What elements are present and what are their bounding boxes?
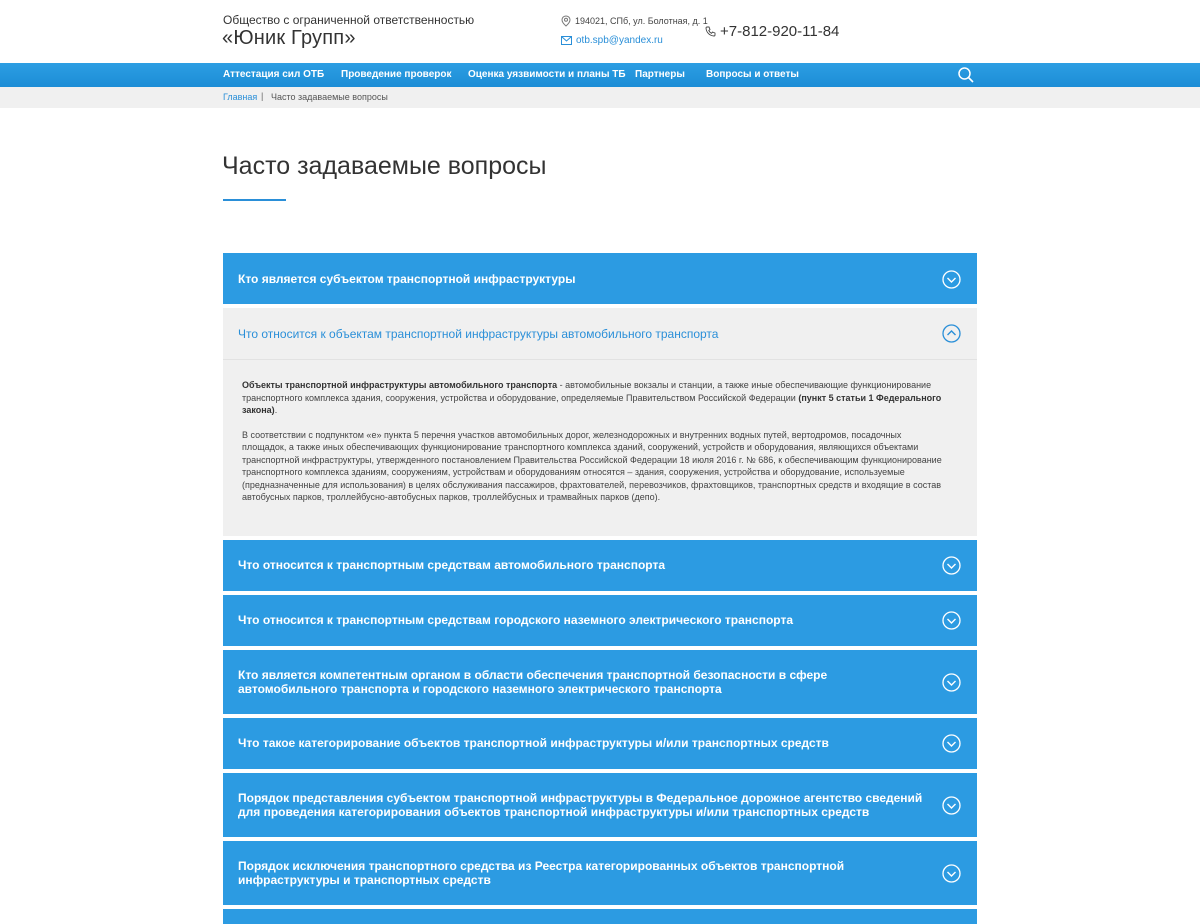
nav-item-inspections[interactable]: Проведение проверок — [341, 69, 452, 80]
faq-list — [223, 253, 977, 924]
chevron-down-icon[interactable] — [942, 611, 961, 630]
chevron-down-icon[interactable] — [942, 734, 961, 753]
answer-text: - автомобильные вокзалы и станции, а также иные обеспечивающие функционирование транспортного комплекса здания, сооружения, устройства и оборудование, определяемые Правительством Российской Федерации — [242, 380, 932, 403]
faq-question: Порядок исключения транспортного средства из Реестра категорированных объектов транспортной инфраструктуры и транспортных средств — [238, 858, 845, 887]
faq-item-2-header[interactable] — [223, 308, 977, 360]
location-pin-icon — [561, 15, 571, 27]
phone-icon — [705, 26, 716, 37]
chevron-down-icon[interactable] — [942, 556, 961, 575]
breadcrumb-current: Часто задаваемые вопросы — [271, 92, 388, 102]
page-title: Часто задаваемые вопросы — [222, 152, 547, 180]
breadcrumb-separator: | — [261, 91, 264, 101]
faq-item-2-expanded — [223, 308, 977, 536]
site-header — [0, 0, 1200, 63]
breadcrumb — [0, 87, 1200, 108]
title-underline — [223, 199, 286, 201]
faq-question: Кто является компетентным органом в области обеспечения транспортной безопасности в сфере автомобильного транспорта и городского наземного электрического транспорта — [238, 667, 828, 696]
nav-item-faq[interactable]: Вопросы и ответы — [706, 69, 799, 80]
email-link[interactable]: otb.spb@yandex.ru — [576, 35, 663, 46]
faq-question: Порядок представления субъектом транспортной инфраструктуры в Федеральное дорожное агентство сведений для проведения категорирования объектов транспортной инфраструктуры и/или транспортных средств — [238, 790, 923, 819]
answer-paragraph-1 — [242, 379, 942, 417]
faq-question: Что такое категорирование объектов транспортной инфраструктуры и/или транспортных средств — [238, 736, 829, 750]
nav-item-vulnerability[interactable]: Оценка уязвимости и планы ТБ — [468, 69, 626, 80]
faq-item-6[interactable] — [223, 718, 977, 769]
main-nav — [0, 63, 1200, 87]
answer-text-end: . — [274, 405, 278, 415]
faq-item-4[interactable] — [223, 595, 977, 646]
answer-bold-reference: (пункт 5 статьи 1 Федерального закона) — [242, 392, 942, 415]
nav-item-partners[interactable]: Партнеры — [635, 69, 685, 80]
phone[interactable] — [705, 23, 839, 40]
faq-item-9-partial[interactable] — [223, 909, 977, 924]
breadcrumb-home[interactable]: Главная — [223, 92, 258, 102]
chevron-down-icon[interactable] — [942, 864, 961, 883]
envelope-icon — [561, 36, 572, 45]
chevron-down-icon[interactable] — [942, 673, 961, 692]
address — [561, 15, 708, 27]
company-subtitle: Общество с ограниченной ответственностью — [223, 13, 475, 27]
faq-item-3[interactable] — [223, 540, 977, 591]
faq-question: Что относится к объектам транспортной инфраструктуры автомобильного транспорта — [238, 326, 719, 341]
faq-item-1[interactable] — [223, 253, 977, 304]
faq-item-5[interactable] — [223, 650, 977, 714]
faq-question: Что относится к транспортным средствам городского наземного электрического транспорта — [238, 613, 794, 627]
chevron-down-icon[interactable] — [942, 796, 961, 815]
chevron-down-icon[interactable] — [942, 270, 961, 289]
chevron-up-icon[interactable] — [942, 324, 961, 343]
faq-question: Что относится к транспортным средствам автомобильного транспорта — [238, 558, 665, 572]
faq-answer — [223, 360, 977, 536]
faq-item-8[interactable] — [223, 841, 977, 905]
nav-item-attestation[interactable]: Аттестация сил ОТБ — [223, 69, 325, 80]
address-text: 194021, СПб, ул. Болотная, д. 1 — [575, 16, 708, 26]
faq-question: Кто является субъектом транспортной инфраструктуры — [238, 271, 576, 286]
company-name[interactable]: «Юник Групп» — [222, 27, 356, 49]
faq-item-7[interactable] — [223, 773, 977, 837]
search-icon[interactable] — [957, 66, 975, 84]
answer-bold-term: Объекты транспортной инфраструктуры автомобильного транспорта — [242, 380, 558, 390]
answer-paragraph-2: В соответствии с подпунктом «е» пункта 5 перечня участков автомобильных дорог, железнодорожных и внутренних водных путей, вертодромов, посадочных площадок, а также иных обеспечивающих функционирование транспортного комплекса зданий, сооружений, устройств и оборудования, являющихся объектами транспортной инфраструктуры, утвержденного постановлением Правительства Российской Федерации 18 июля 2016 г. № 686, к обеспечивающим функционирование транспортного комплекса зданиям, сооружениям, устройствам и оборудованиям относятся – здания, сооружения, устройства и оборудование, используемые (предназначенные для использования) в целях обслуживания пассажиров, фрахтователей, перевозчиков, фрахтовщиков, транспортных средств и входящие в состав автобусных парков, троллейбусно-автобусных парков, троллейбусных и трамвайных парков (депо). — [242, 429, 942, 502]
phone-number[interactable]: +7-812-920-11-84 — [720, 23, 840, 40]
email[interactable] — [561, 35, 663, 46]
